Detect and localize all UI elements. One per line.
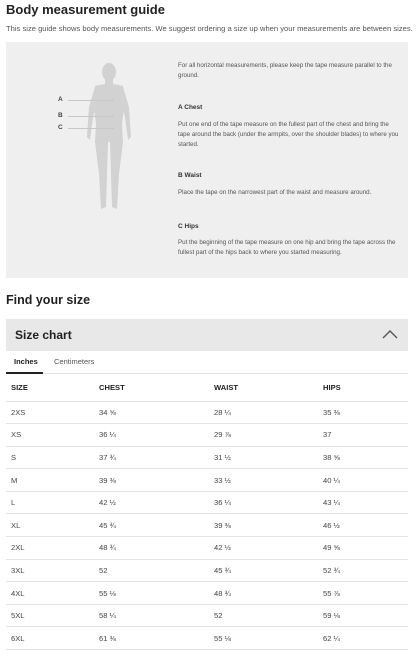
chevron-up-icon[interactable]: [382, 329, 398, 339]
table-row: [6, 469, 408, 492]
waist-heading: B Waist: [178, 172, 202, 179]
guide-title: Body measurement guide: [6, 2, 165, 17]
size-cell: S: [6, 446, 94, 469]
hips-cell: 49 ⅝: [318, 537, 408, 560]
chest-cell: 52: [94, 559, 209, 582]
hips-cell: 35 ⅜: [318, 401, 408, 424]
table-row: [6, 514, 408, 537]
chest-cell: 39 ⅜: [94, 469, 209, 492]
header-size: SIZE: [6, 375, 94, 401]
marker-line-chest: [68, 100, 114, 101]
waist-cell: 48 ¾: [209, 582, 318, 605]
chest-cell: 61 ⅜: [94, 627, 209, 650]
size-table: [6, 375, 408, 650]
hips-cell: 43 ¼: [318, 491, 408, 514]
size-cell: XL: [6, 514, 94, 537]
table-header-row: [6, 375, 408, 401]
table-row: [6, 582, 408, 605]
hips-heading: C Hips: [178, 223, 199, 230]
waist-cell: 42 ½: [209, 537, 318, 560]
horizontal-note: For all horizontal measurements, please keep the tape measure parallel to the ground.: [178, 62, 392, 79]
waist-cell: 28 ¼: [209, 401, 318, 424]
hips-instructions: Put the beginning of the tape measure on one hip and bring the tape across the fullest part of the hips back to where you started measuring.: [178, 239, 396, 256]
hips-cell: 62 ¼: [318, 627, 408, 650]
hips-cell: 38 ⅝: [318, 446, 408, 469]
size-cell: 2XS: [6, 401, 94, 424]
chest-instructions: Put one end of the tape measure on the fullest part of the chest and bring the tape around the back (under the armpits, over the shoulder blades) to where you started.: [178, 121, 399, 148]
body-silhouette-image: [84, 62, 134, 212]
hips-cell: 40 ¼: [318, 469, 408, 492]
hips-cell: 37: [318, 424, 408, 447]
table-row: [6, 559, 408, 582]
waist-cell: 52: [209, 604, 318, 627]
waist-cell: 55 ⅛: [209, 627, 318, 650]
table-row: [6, 446, 408, 469]
chest-cell: 37 ¾: [94, 446, 209, 469]
size-cell: M: [6, 469, 94, 492]
table-row: [6, 491, 408, 514]
waist-cell: 45 ¾: [209, 559, 318, 582]
table-row: [6, 627, 408, 650]
table-row: [6, 424, 408, 447]
marker-line-waist: [68, 116, 114, 117]
chest-cell: 55 ⅛: [94, 582, 209, 605]
size-chart-title: Size chart: [15, 328, 72, 342]
table-row: [6, 537, 408, 560]
guide-intro: This size guide shows body measurements. We suggest ordering a size up when your measurements are between sizes.: [6, 24, 413, 33]
header-chest: CHEST: [94, 375, 209, 401]
unit-tabs: [6, 351, 408, 374]
marker-line-hips: [68, 128, 114, 129]
marker-waist: B: [58, 112, 63, 119]
marker-hips: C: [58, 124, 63, 131]
chest-cell: 45 ¾: [94, 514, 209, 537]
chest-heading: A Chest: [178, 104, 203, 111]
chest-cell: 34 ⅝: [94, 401, 209, 424]
measurement-guide-panel: [6, 42, 408, 278]
chest-cell: 36 ¼: [94, 424, 209, 447]
table-row: [6, 401, 408, 424]
tab-inches[interactable]: Inches: [14, 357, 38, 366]
size-cell: L: [6, 491, 94, 514]
table-row: [6, 604, 408, 627]
size-cell: 5XL: [6, 604, 94, 627]
marker-chest: A: [58, 96, 63, 103]
size-cell: 3XL: [6, 559, 94, 582]
waist-cell: 31 ½: [209, 446, 318, 469]
chest-cell: 58 ¼: [94, 604, 209, 627]
size-chart-toggle[interactable]: [6, 319, 408, 351]
hips-cell: 59 ⅛: [318, 604, 408, 627]
tab-centimeters[interactable]: Centimeters: [54, 357, 95, 366]
chest-cell: 48 ¾: [94, 537, 209, 560]
hips-cell: 52 ¾: [318, 559, 408, 582]
chest-cell: 42 ½: [94, 491, 209, 514]
hips-cell: 46 ½: [318, 514, 408, 537]
size-cell: XS: [6, 424, 94, 447]
waist-cell: 39 ⅜: [209, 514, 318, 537]
waist-cell: 36 ¼: [209, 491, 318, 514]
header-hips: HIPS: [318, 375, 408, 401]
size-cell: 6XL: [6, 627, 94, 650]
waist-cell: 29 ⅞: [209, 424, 318, 447]
size-cell: 4XL: [6, 582, 94, 605]
active-tab-indicator: [6, 372, 43, 374]
waist-cell: 33 ½: [209, 469, 318, 492]
size-cell: 2XL: [6, 537, 94, 560]
waist-instructions: Place the tape on the narrowest part of the waist and measure around.: [178, 189, 372, 196]
find-your-size-title: Find your size: [6, 293, 91, 307]
header-waist: WAIST: [209, 375, 318, 401]
hips-cell: 55 ⅞: [318, 582, 408, 605]
